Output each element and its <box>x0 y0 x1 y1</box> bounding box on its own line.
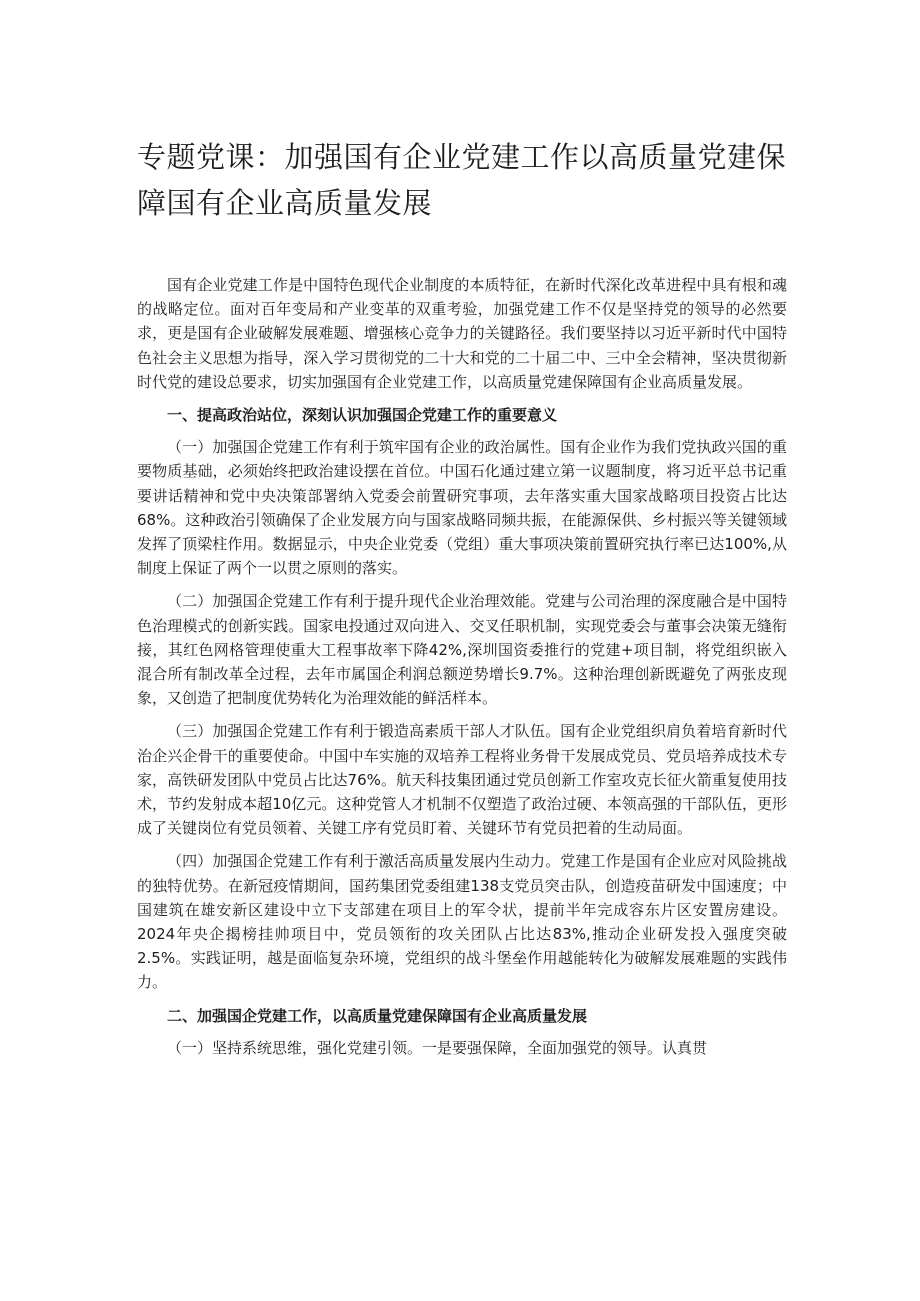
section-2-paragraph-1: （一）坚持系统思维，强化党建引领。一是要强保障，全面加强党的领导。认真贯 <box>167 1038 708 1057</box>
document-title: 专题党课：加强国有企业党建工作以高质量党建保障国有企业高质量发展 <box>137 140 787 220</box>
section-1-paragraph-3: （三）加强国企党建工作有利于锻造高素质干部人才队伍。国有企业党组织肩负着培育新时代治企兴企骨干的重要使命。中国中车实施的双培养工程将业务骨干发展成党员、党员培养成技术专家，高铁研发团队中党员占比达76%。航天科技集团通过党员创新工作室攻克长征火箭重复使用技术，节约发射成本超10亿元。这种党管人才机制不仅塑造了政治过硬、本领高强的干部队伍，更形成了关键岗位有党员领着、关键工序有党员盯着、关键环节有党员把着的生动局面。 <box>137 722 787 838</box>
section-1-paragraph-2: （二）加强国企党建工作有利于提升现代企业治理效能。党建与公司治理的深度融合是中国特色治理模式的创新实践。国家电投通过双向进入、交叉任职机制，实现党委会与董事会决策无缝衔接，其红色网格管理使重大工程事故率下降42%,深圳国资委推行的党建+项目制，将党组织嵌入混合所有制改革全过程，去年市属国企利润总额逆势增长9.7%。这种治理创新既避免了两张皮现象，又创造了把制度优势转化为治理效能的鲜活样本。 <box>137 592 787 708</box>
intro-paragraph: 国有企业党建工作是中国特色现代企业制度的本质特征，在新时代深化改革进程中具有根和魂的战略定位。面对百年变局和产业变革的双重考验，加强党建工作不仅是坚持党的领导的必然要求，更是国有企业破解发展难题、增强核心竞争力的关键路径。我们要坚持以习近平新时代中国特色社会主义思想为指导，深入学习贯彻党的二十大和党的二十届二中、三中全会精神，坚决贯彻新时代党的建设总要求，切实加强国有企业党建工作，以高质量党建保障国有企业高质量发展。 <box>137 276 787 391</box>
document-body <box>137 273 787 1069</box>
section-1-paragraph-4: （四）加强国企党建工作有利于激活高质量发展内生动力。党建工作是国有企业应对风险挑战的独特优势。在新冠疫情期间，国药集团党委组建138支党员突击队，创造疫苗研发中国速度；中国建筑在雄安新区建设中立下支部建在项目上的军令状，提前半年完成容东片区安置房建设。2024年央企揭榜挂帅项目中，党员领衔的攻关团队占比达83%,推动企业研发投入强度突破2.5%。实践证明，越是面临复杂环境，党组织的战斗堡垒作用越能转化为破解发展难题的实践伟力。 <box>137 852 787 992</box>
section-1-paragraph-1: （一）加强国企党建工作有利于筑牢国有企业的政治属性。国有企业作为我们党执政兴国的重要物质基础，必须始终把政治建设摆在首位。中国石化通过建立第一议题制度，将习近平总书记重要讲话精神和党中央决策部署纳入党委会前置研究事项，去年落实重大国家战略项目投资占比达68%。这种政治引领确保了企业发展方向与国家战略同频共振，在能源保供、乡村振兴等关键领域发挥了顶梁柱作用。数据显示，中央企业党委（党组）重大事项决策前置研究执行率已达100%,从制度上保证了两个一以贯之原则的落实。 <box>137 438 787 578</box>
section-1-heading: 一、提高政治站位，深刻认识加强国企党建工作的重要意义 <box>167 406 558 425</box>
section-2-heading: 二、加强国企党建工作，以高质量党建保障国有企业高质量发展 <box>167 1006 588 1025</box>
